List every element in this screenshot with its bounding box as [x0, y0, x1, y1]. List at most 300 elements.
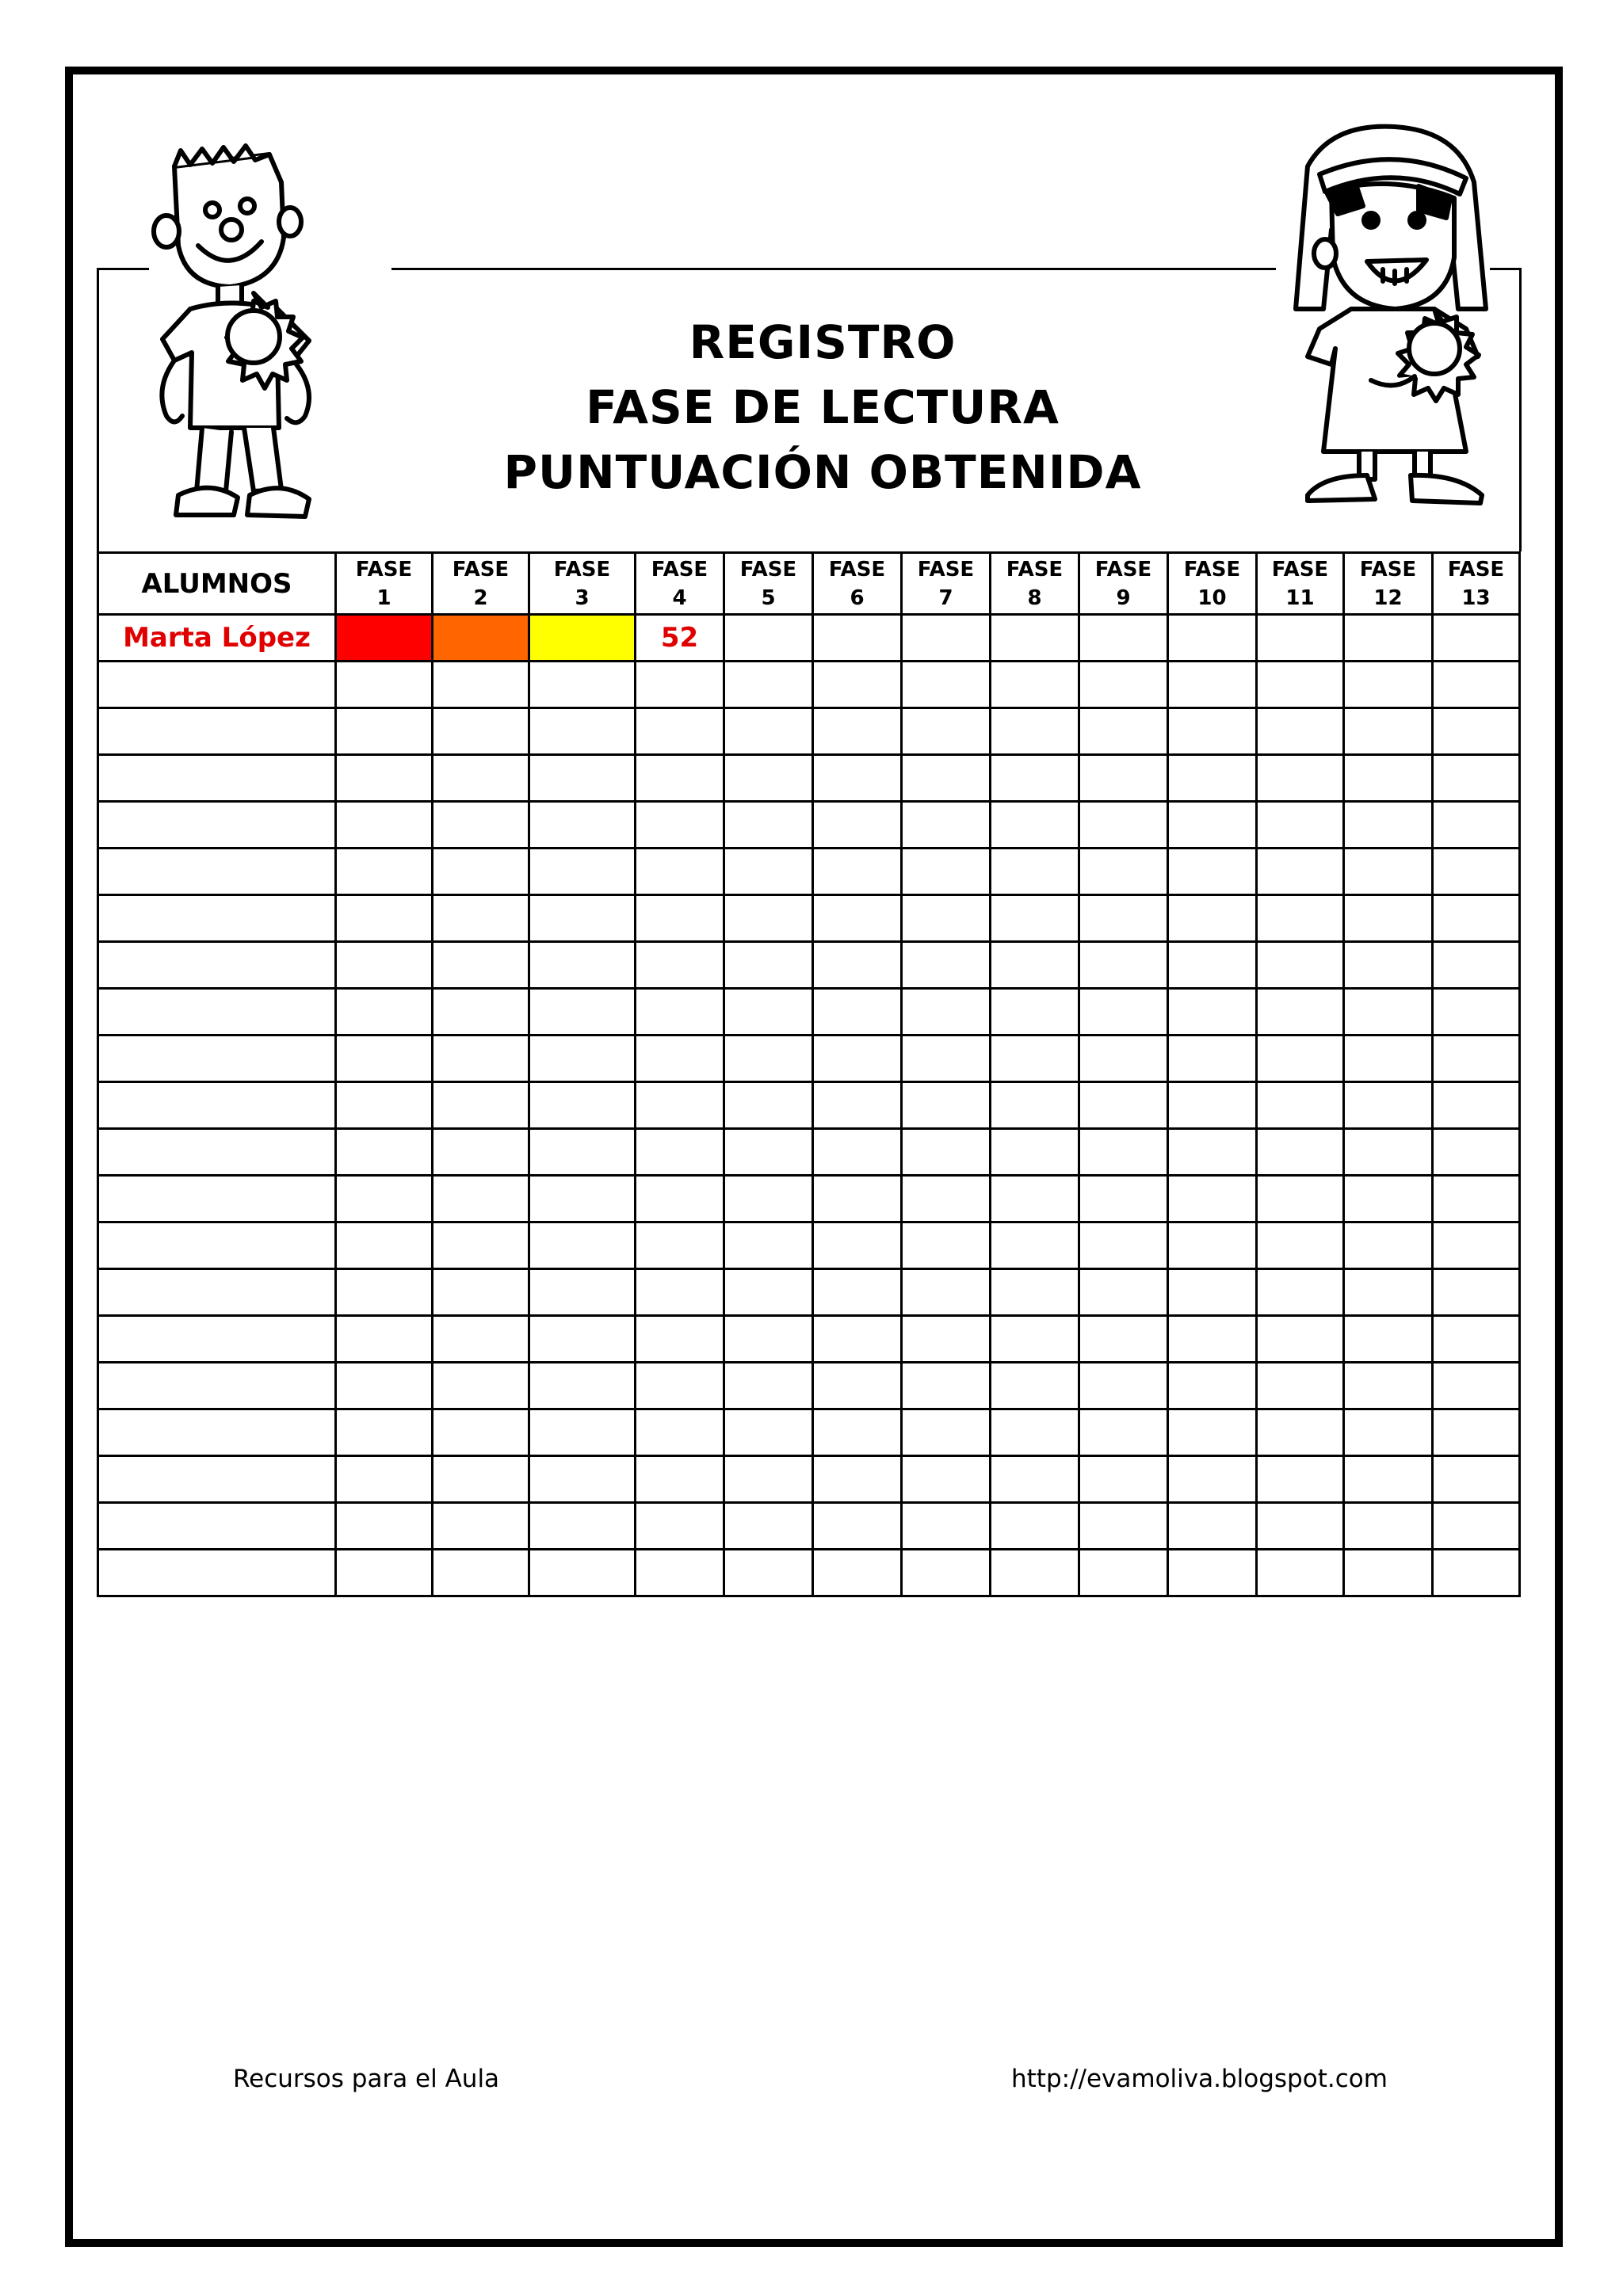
- score-cell[interactable]: [1079, 1129, 1168, 1176]
- column-header-word: FASE: [1094, 557, 1152, 582]
- score-cell[interactable]: [991, 942, 1079, 989]
- score-cell[interactable]: [1433, 1035, 1520, 1082]
- score-cell[interactable]: [336, 1550, 433, 1596]
- score-cell[interactable]: [529, 1316, 636, 1363]
- score-cell[interactable]: [1344, 1035, 1433, 1082]
- score-cell[interactable]: [336, 615, 433, 662]
- score-cell[interactable]: [1344, 615, 1433, 662]
- score-cell[interactable]: [1257, 849, 1344, 895]
- score-cell[interactable]: [529, 755, 636, 802]
- score-cell[interactable]: [1079, 662, 1168, 708]
- score-cell[interactable]: [1079, 802, 1168, 849]
- score-cell[interactable]: [1344, 1269, 1433, 1316]
- student-name-cell[interactable]: [98, 662, 336, 708]
- score-cell[interactable]: [1168, 895, 1257, 942]
- score-cell[interactable]: [991, 1082, 1079, 1129]
- score-cell[interactable]: [813, 802, 902, 849]
- score-cell[interactable]: [813, 1456, 902, 1503]
- score-cell[interactable]: [336, 1176, 433, 1222]
- score-cell[interactable]: [724, 1503, 813, 1550]
- score-cell[interactable]: [813, 708, 902, 755]
- student-name-cell[interactable]: [98, 849, 336, 895]
- score-cell[interactable]: [336, 942, 433, 989]
- score-cell[interactable]: [433, 1082, 529, 1129]
- score-cell[interactable]: [1168, 1316, 1257, 1363]
- score-cell[interactable]: [813, 1269, 902, 1316]
- score-cell[interactable]: [433, 1129, 529, 1176]
- score-cell[interactable]: [902, 989, 991, 1035]
- score-cell[interactable]: [991, 662, 1079, 708]
- score-cell[interactable]: [1344, 1503, 1433, 1550]
- score-cell[interactable]: [724, 1269, 813, 1316]
- score-cell[interactable]: [813, 1176, 902, 1222]
- score-cell[interactable]: [1433, 1176, 1520, 1222]
- score-cell[interactable]: [529, 708, 636, 755]
- student-name-cell[interactable]: [98, 1222, 336, 1269]
- score-cell[interactable]: [724, 1550, 813, 1596]
- score-cell[interactable]: [529, 1176, 636, 1222]
- score-cell[interactable]: [336, 1222, 433, 1269]
- score-cell[interactable]: [1344, 755, 1433, 802]
- score-cell[interactable]: [636, 708, 724, 755]
- score-cell[interactable]: [1344, 1550, 1433, 1596]
- score-cell[interactable]: [813, 895, 902, 942]
- score-cell[interactable]: [724, 1082, 813, 1129]
- score-cell[interactable]: [1433, 1363, 1520, 1409]
- score-cell[interactable]: [433, 1035, 529, 1082]
- student-name-cell[interactable]: [98, 1129, 336, 1176]
- score-cell[interactable]: [902, 755, 991, 802]
- score-cell[interactable]: [1168, 942, 1257, 989]
- student-name-cell[interactable]: [98, 1035, 336, 1082]
- score-cell[interactable]: [636, 1176, 724, 1222]
- student-name-cell[interactable]: [98, 1409, 336, 1456]
- score-cell[interactable]: [336, 1316, 433, 1363]
- score-cell[interactable]: [336, 1456, 433, 1503]
- score-cell[interactable]: [1168, 1035, 1257, 1082]
- score-cell[interactable]: [1433, 1269, 1520, 1316]
- score-cell[interactable]: [1079, 942, 1168, 989]
- score-cell[interactable]: [529, 989, 636, 1035]
- score-cell[interactable]: [1079, 1550, 1168, 1596]
- score-cell[interactable]: [433, 849, 529, 895]
- score-cell[interactable]: [336, 1082, 433, 1129]
- score-cell[interactable]: [813, 1222, 902, 1269]
- score-cell[interactable]: [1433, 849, 1520, 895]
- score-cell[interactable]: [1344, 1222, 1433, 1269]
- score-cell[interactable]: [1168, 989, 1257, 1035]
- score-cell[interactable]: [336, 849, 433, 895]
- score-cell[interactable]: [991, 1316, 1079, 1363]
- score-cell[interactable]: [529, 849, 636, 895]
- score-cell[interactable]: [529, 1269, 636, 1316]
- score-cell[interactable]: [902, 849, 991, 895]
- student-name-cell[interactable]: [98, 1316, 336, 1363]
- score-cell[interactable]: [724, 895, 813, 942]
- score-cell[interactable]: [1079, 1082, 1168, 1129]
- score-cell[interactable]: [1257, 802, 1344, 849]
- score-cell[interactable]: [1344, 942, 1433, 989]
- score-cell[interactable]: [433, 615, 529, 662]
- score-cell[interactable]: [991, 895, 1079, 942]
- score-cell[interactable]: [724, 802, 813, 849]
- score-cell[interactable]: [991, 1503, 1079, 1550]
- score-cell[interactable]: [724, 755, 813, 802]
- score-cell[interactable]: [1257, 755, 1344, 802]
- student-name-cell[interactable]: [98, 1269, 336, 1316]
- score-cell[interactable]: [1257, 615, 1344, 662]
- score-cell[interactable]: [433, 1269, 529, 1316]
- score-cell[interactable]: [433, 1456, 529, 1503]
- score-cell[interactable]: [1079, 895, 1168, 942]
- score-cell[interactable]: [1168, 1129, 1257, 1176]
- score-cell[interactable]: [529, 1363, 636, 1409]
- student-name-cell[interactable]: [98, 708, 336, 755]
- score-cell[interactable]: [1257, 1129, 1344, 1176]
- score-cell[interactable]: [991, 989, 1079, 1035]
- student-name-cell[interactable]: [98, 1363, 336, 1409]
- score-cell[interactable]: [433, 942, 529, 989]
- score-cell[interactable]: [1079, 1503, 1168, 1550]
- score-cell[interactable]: [1433, 1409, 1520, 1456]
- score-cell[interactable]: [1433, 1456, 1520, 1503]
- score-cell[interactable]: [724, 849, 813, 895]
- score-cell[interactable]: [1257, 895, 1344, 942]
- score-cell[interactable]: [1257, 1363, 1344, 1409]
- score-cell[interactable]: [902, 1409, 991, 1456]
- column-header-word: FASE: [1271, 557, 1329, 582]
- score-cell[interactable]: [433, 989, 529, 1035]
- score-cell[interactable]: [902, 1503, 991, 1550]
- table-header-row: [98, 553, 1520, 615]
- score-cell[interactable]: [529, 1550, 636, 1596]
- score-cell[interactable]: [991, 1176, 1079, 1222]
- score-cell[interactable]: [1433, 1503, 1520, 1550]
- score-cell[interactable]: [1079, 755, 1168, 802]
- score-cell[interactable]: [813, 1409, 902, 1456]
- score-cell[interactable]: [1079, 1176, 1168, 1222]
- score-cell[interactable]: [1433, 802, 1520, 849]
- score-cell[interactable]: [529, 662, 636, 708]
- score-cell[interactable]: [529, 1035, 636, 1082]
- score-cell[interactable]: [1344, 708, 1433, 755]
- score-cell[interactable]: [902, 895, 991, 942]
- score-cell[interactable]: [336, 1129, 433, 1176]
- score-cell[interactable]: [1168, 1176, 1257, 1222]
- score-cell[interactable]: [813, 849, 902, 895]
- score-cell[interactable]: [1433, 989, 1520, 1035]
- score-cell[interactable]: [991, 708, 1079, 755]
- score-cell[interactable]: [991, 615, 1079, 662]
- score-cell[interactable]: [902, 1269, 991, 1316]
- student-name-cell[interactable]: [98, 895, 336, 942]
- score-cell[interactable]: [433, 1316, 529, 1363]
- score-cell[interactable]: [1079, 989, 1168, 1035]
- score-cell[interactable]: [1433, 1082, 1520, 1129]
- score-cell[interactable]: [1257, 708, 1344, 755]
- score-cell[interactable]: [991, 1269, 1079, 1316]
- score-cell[interactable]: [1168, 1456, 1257, 1503]
- score-cell[interactable]: [1168, 708, 1257, 755]
- score-cell[interactable]: [1168, 1222, 1257, 1269]
- score-cell[interactable]: [336, 1363, 433, 1409]
- score-cell[interactable]: [724, 1035, 813, 1082]
- score-cell[interactable]: [636, 755, 724, 802]
- score-cell[interactable]: [1168, 802, 1257, 849]
- score-cell[interactable]: [813, 1035, 902, 1082]
- score-cell[interactable]: [1257, 1550, 1344, 1596]
- score-cell[interactable]: [636, 1550, 724, 1596]
- score-cell[interactable]: [1433, 1550, 1520, 1596]
- score-cell[interactable]: [902, 802, 991, 849]
- score-cell[interactable]: [813, 1363, 902, 1409]
- table-row: [98, 1550, 1520, 1596]
- score-cell[interactable]: [529, 1082, 636, 1129]
- score-cell[interactable]: [529, 1129, 636, 1176]
- score-cell[interactable]: [1168, 755, 1257, 802]
- score-cell[interactable]: [902, 1035, 991, 1082]
- score-cell[interactable]: [991, 1363, 1079, 1409]
- score-cell[interactable]: [813, 1129, 902, 1176]
- column-header-word: FASE: [1447, 557, 1505, 582]
- score-cell[interactable]: [1433, 755, 1520, 802]
- score-cell[interactable]: [1344, 1456, 1433, 1503]
- score-cell[interactable]: [1257, 989, 1344, 1035]
- score-cell[interactable]: [991, 1409, 1079, 1456]
- student-name-cell[interactable]: [98, 1503, 336, 1550]
- score-cell[interactable]: [1079, 1363, 1168, 1409]
- score-cell[interactable]: [1257, 1035, 1344, 1082]
- score-cell[interactable]: [902, 1363, 991, 1409]
- score-cell[interactable]: [336, 1503, 433, 1550]
- score-cell[interactable]: [1433, 708, 1520, 755]
- score-cell[interactable]: [336, 1409, 433, 1456]
- score-cell[interactable]: [1079, 615, 1168, 662]
- score-cell[interactable]: [636, 1409, 724, 1456]
- student-name-cell[interactable]: [98, 1176, 336, 1222]
- score-cell[interactable]: [1344, 1176, 1433, 1222]
- score-cell[interactable]: [813, 1316, 902, 1363]
- score-cell[interactable]: [636, 1316, 724, 1363]
- score-cell[interactable]: [724, 1363, 813, 1409]
- score-cell[interactable]: [636, 1082, 724, 1129]
- score-cell[interactable]: [336, 989, 433, 1035]
- score-cell[interactable]: [1168, 1363, 1257, 1409]
- score-cell[interactable]: 52: [636, 615, 724, 662]
- score-cell[interactable]: [1344, 802, 1433, 849]
- score-cell[interactable]: [336, 895, 433, 942]
- score-cell[interactable]: [636, 1269, 724, 1316]
- score-cell[interactable]: [433, 1363, 529, 1409]
- score-cell[interactable]: [433, 1176, 529, 1222]
- score-cell[interactable]: [813, 1082, 902, 1129]
- score-cell[interactable]: [1344, 895, 1433, 942]
- score-cell[interactable]: [724, 989, 813, 1035]
- student-name-cell[interactable]: [98, 1456, 336, 1503]
- score-cell[interactable]: [1344, 989, 1433, 1035]
- score-cell[interactable]: [902, 1082, 991, 1129]
- score-cell[interactable]: [724, 708, 813, 755]
- score-cell[interactable]: [1344, 1316, 1433, 1363]
- score-cell[interactable]: [1344, 1129, 1433, 1176]
- score-cell[interactable]: [1079, 1269, 1168, 1316]
- score-cell[interactable]: [991, 1129, 1079, 1176]
- score-cell[interactable]: [529, 1503, 636, 1550]
- score-cell[interactable]: [1079, 708, 1168, 755]
- score-cell[interactable]: [529, 1409, 636, 1456]
- score-cell[interactable]: [433, 1222, 529, 1269]
- score-cell[interactable]: [813, 942, 902, 989]
- score-cell[interactable]: [724, 615, 813, 662]
- score-cell[interactable]: [1257, 1316, 1344, 1363]
- score-cell[interactable]: [433, 895, 529, 942]
- score-cell[interactable]: [636, 1035, 724, 1082]
- score-cell[interactable]: [813, 662, 902, 708]
- score-cell[interactable]: [1257, 1503, 1344, 1550]
- student-name-cell[interactable]: [98, 802, 336, 849]
- score-cell[interactable]: [724, 662, 813, 708]
- score-cell[interactable]: [636, 989, 724, 1035]
- score-cell[interactable]: [1433, 615, 1520, 662]
- score-cell[interactable]: [813, 989, 902, 1035]
- score-cell[interactable]: [529, 895, 636, 942]
- score-cell[interactable]: [902, 615, 991, 662]
- score-cell[interactable]: [1433, 1316, 1520, 1363]
- score-cell[interactable]: [813, 1503, 902, 1550]
- score-cell[interactable]: [1344, 662, 1433, 708]
- score-cell[interactable]: [1433, 895, 1520, 942]
- score-cell[interactable]: [1257, 1222, 1344, 1269]
- score-cell[interactable]: [1079, 1222, 1168, 1269]
- score-cell[interactable]: [991, 1222, 1079, 1269]
- score-cell[interactable]: [1344, 1082, 1433, 1129]
- score-cell[interactable]: [1433, 1222, 1520, 1269]
- score-cell[interactable]: [1079, 1456, 1168, 1503]
- score-cell[interactable]: [724, 1409, 813, 1456]
- score-cell[interactable]: [724, 942, 813, 989]
- score-cell[interactable]: [336, 1035, 433, 1082]
- score-cell[interactable]: [1433, 942, 1520, 989]
- score-cell[interactable]: [1344, 1409, 1433, 1456]
- score-cell[interactable]: [636, 1129, 724, 1176]
- score-cell[interactable]: [1257, 1176, 1344, 1222]
- score-cell[interactable]: [636, 802, 724, 849]
- score-cell[interactable]: [991, 802, 1079, 849]
- score-cell[interactable]: [1168, 662, 1257, 708]
- score-cell[interactable]: [636, 1363, 724, 1409]
- score-cell[interactable]: [529, 942, 636, 989]
- score-cell[interactable]: [813, 615, 902, 662]
- score-cell[interactable]: [433, 1550, 529, 1596]
- score-cell[interactable]: [1257, 1082, 1344, 1129]
- score-cell[interactable]: [1168, 615, 1257, 662]
- footer-url[interactable]: http://evamoliva.blogspot.com: [1011, 2065, 1388, 2093]
- score-cell[interactable]: [636, 942, 724, 989]
- score-cell[interactable]: [636, 1222, 724, 1269]
- score-cell[interactable]: [902, 1129, 991, 1176]
- score-cell[interactable]: [529, 615, 636, 662]
- score-cell[interactable]: [636, 662, 724, 708]
- score-cell[interactable]: [1168, 1550, 1257, 1596]
- score-cell[interactable]: [902, 1316, 991, 1363]
- score-cell[interactable]: [1257, 942, 1344, 989]
- score-cell[interactable]: [1168, 1269, 1257, 1316]
- score-cell[interactable]: [336, 755, 433, 802]
- score-cell[interactable]: [1433, 1129, 1520, 1176]
- score-cell[interactable]: [902, 942, 991, 989]
- score-cell[interactable]: [1257, 1456, 1344, 1503]
- score-cell[interactable]: [1168, 1082, 1257, 1129]
- score-cell[interactable]: [636, 849, 724, 895]
- student-name-cell[interactable]: [98, 755, 336, 802]
- score-cell[interactable]: [902, 1222, 991, 1269]
- student-name-cell[interactable]: [98, 942, 336, 989]
- score-cell[interactable]: [529, 802, 636, 849]
- score-cell[interactable]: [433, 708, 529, 755]
- score-cell[interactable]: [336, 802, 433, 849]
- score-cell[interactable]: [1168, 1503, 1257, 1550]
- score-cell[interactable]: [1079, 1035, 1168, 1082]
- score-cell[interactable]: [724, 1316, 813, 1363]
- score-cell[interactable]: [1079, 1409, 1168, 1456]
- student-name-cell[interactable]: Marta López: [98, 615, 336, 662]
- score-cell[interactable]: [1344, 1363, 1433, 1409]
- score-cell[interactable]: [636, 1456, 724, 1503]
- score-cell[interactable]: [1079, 1316, 1168, 1363]
- score-cell[interactable]: [1257, 1409, 1344, 1456]
- score-cell[interactable]: [902, 1550, 991, 1596]
- score-cell[interactable]: [724, 1222, 813, 1269]
- score-cell[interactable]: [1079, 849, 1168, 895]
- student-name-cell[interactable]: [98, 989, 336, 1035]
- score-cell[interactable]: [813, 1550, 902, 1596]
- score-cell[interactable]: [902, 1456, 991, 1503]
- score-cell[interactable]: [991, 1550, 1079, 1596]
- score-cell[interactable]: [1168, 1409, 1257, 1456]
- score-cell[interactable]: [433, 1409, 529, 1456]
- score-cell[interactable]: [336, 662, 433, 708]
- score-cell[interactable]: [336, 708, 433, 755]
- score-cell[interactable]: [902, 708, 991, 755]
- score-cell[interactable]: [529, 1456, 636, 1503]
- score-cell[interactable]: [724, 1176, 813, 1222]
- score-cell[interactable]: [1257, 662, 1344, 708]
- score-cell[interactable]: [636, 895, 724, 942]
- score-cell[interactable]: [724, 1129, 813, 1176]
- score-cell[interactable]: [724, 1456, 813, 1503]
- score-cell[interactable]: [636, 1503, 724, 1550]
- score-cell[interactable]: [813, 755, 902, 802]
- score-cell[interactable]: [433, 662, 529, 708]
- score-cell[interactable]: [1257, 1269, 1344, 1316]
- score-cell[interactable]: [433, 755, 529, 802]
- score-cell[interactable]: [433, 802, 529, 849]
- score-cell[interactable]: [991, 849, 1079, 895]
- score-cell[interactable]: [1168, 849, 1257, 895]
- score-cell[interactable]: [991, 755, 1079, 802]
- student-name-cell[interactable]: [98, 1550, 336, 1596]
- score-cell[interactable]: [1344, 849, 1433, 895]
- score-cell[interactable]: [991, 1456, 1079, 1503]
- score-cell[interactable]: [529, 1222, 636, 1269]
- score-cell[interactable]: [336, 1269, 433, 1316]
- student-name-cell[interactable]: [98, 1082, 336, 1129]
- score-cell[interactable]: [991, 1035, 1079, 1082]
- score-cell[interactable]: [433, 1503, 529, 1550]
- score-cell[interactable]: [902, 1176, 991, 1222]
- score-cell[interactable]: [902, 662, 991, 708]
- score-cell[interactable]: [1433, 662, 1520, 708]
